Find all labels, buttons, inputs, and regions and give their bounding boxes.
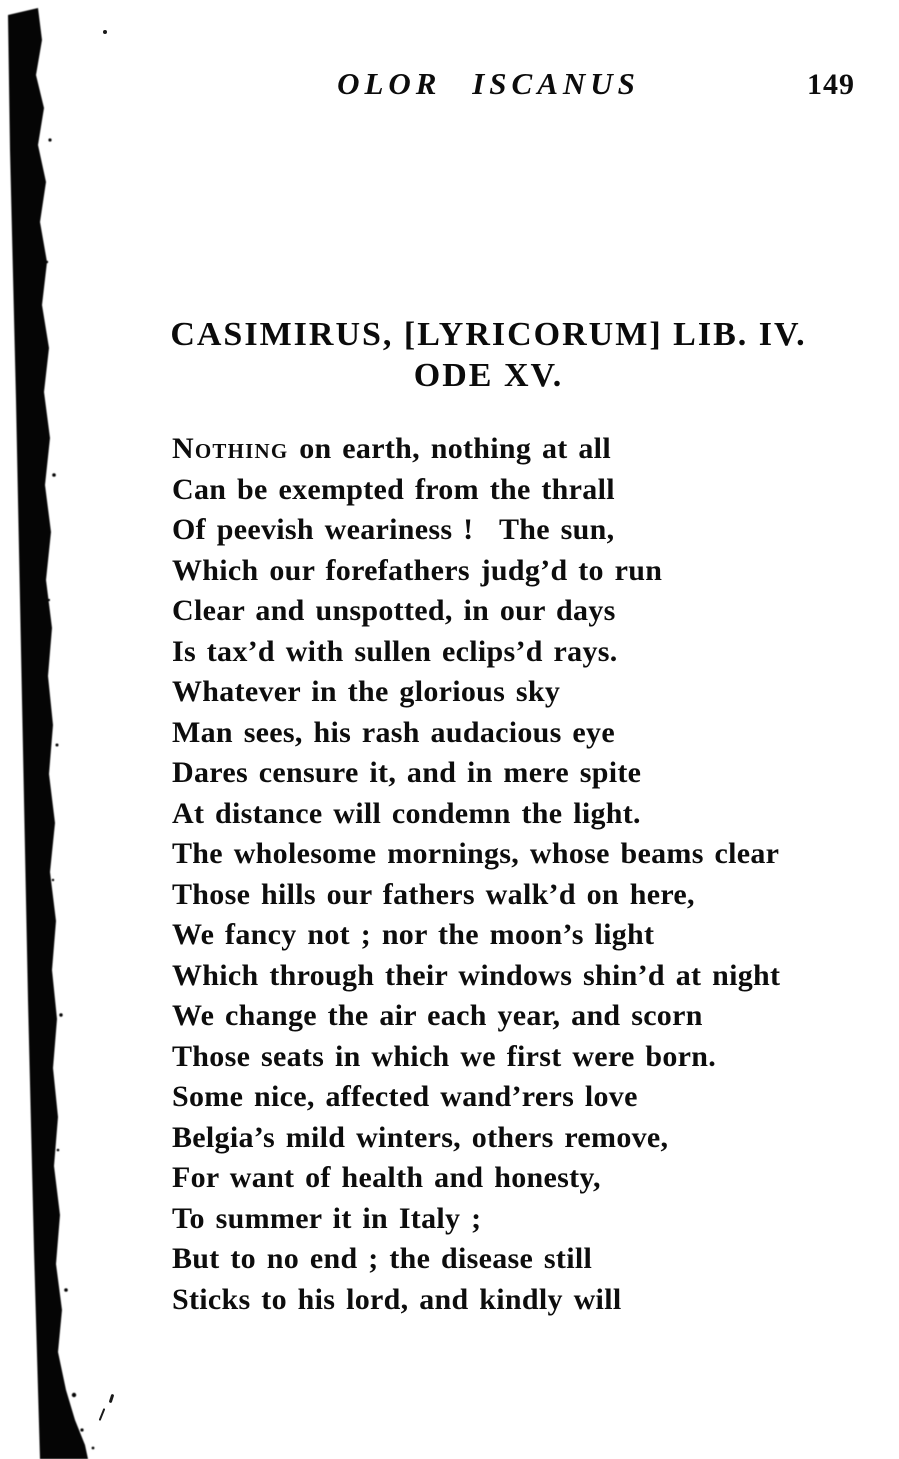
poem-title-line1: CASIMIRUS, [LYRICORUM] LIB. IV. bbox=[170, 316, 807, 353]
poem-line: Dares censure it, and in mere spite bbox=[172, 756, 642, 789]
poem-line: But to no end ; the disease still bbox=[172, 1242, 593, 1275]
poem-line: Is tax’d with sullen eclips’d rays. bbox=[172, 634, 618, 668]
poem-line: Which through their windows shin’d at night bbox=[172, 958, 781, 992]
poem-line: Sticks to his lord, and kindly will bbox=[172, 1282, 622, 1316]
poem-line: Clear and unspotted, in our days bbox=[172, 594, 616, 627]
poem-title bbox=[78, 314, 899, 396]
poem-line: At distance will condemn the light. bbox=[172, 796, 641, 830]
poem-line: To summer it in Italy ; bbox=[172, 1201, 482, 1235]
poem-line: We fancy not ; nor the moon’s light bbox=[172, 918, 655, 951]
poem-line: Those hills our fathers walk’d on here, bbox=[172, 877, 695, 911]
poem-title-line2: ODE XV. bbox=[413, 357, 564, 394]
poem-line: Belgia’s mild winters, others remove, bbox=[172, 1120, 669, 1154]
poem-opening-word: Nothing bbox=[172, 432, 289, 465]
poem-opening-line bbox=[172, 429, 780, 470]
page-content bbox=[78, 0, 899, 1459]
poem-opening-rest: on earth, nothing at all bbox=[288, 432, 611, 465]
running-title: OLOR ISCANUS bbox=[337, 66, 640, 101]
poem-line: Man sees, his rash audacious eye bbox=[172, 715, 615, 749]
poem-line: Of peevish weariness ! The sun, bbox=[172, 513, 615, 546]
poem-line: Some nice, affected wand’rers love bbox=[172, 1080, 638, 1113]
poem-line: Can be exempted from the thrall bbox=[172, 472, 615, 506]
poem-body bbox=[172, 429, 780, 1320]
page-number: 149 bbox=[807, 68, 855, 101]
poem-line: The wholesome mornings, whose beams clear bbox=[172, 837, 780, 870]
poem-line: We change the air each year, and scorn bbox=[172, 999, 703, 1032]
poem-lines bbox=[172, 470, 780, 1321]
poem-line: Which our forefathers judg’d to run bbox=[172, 553, 663, 587]
poem-line: Those seats in which we first were born. bbox=[172, 1039, 717, 1073]
poem-line: Whatever in the glorious sky bbox=[172, 675, 561, 708]
page-header bbox=[78, 66, 899, 110]
poem-line: For want of health and honesty, bbox=[172, 1161, 601, 1194]
